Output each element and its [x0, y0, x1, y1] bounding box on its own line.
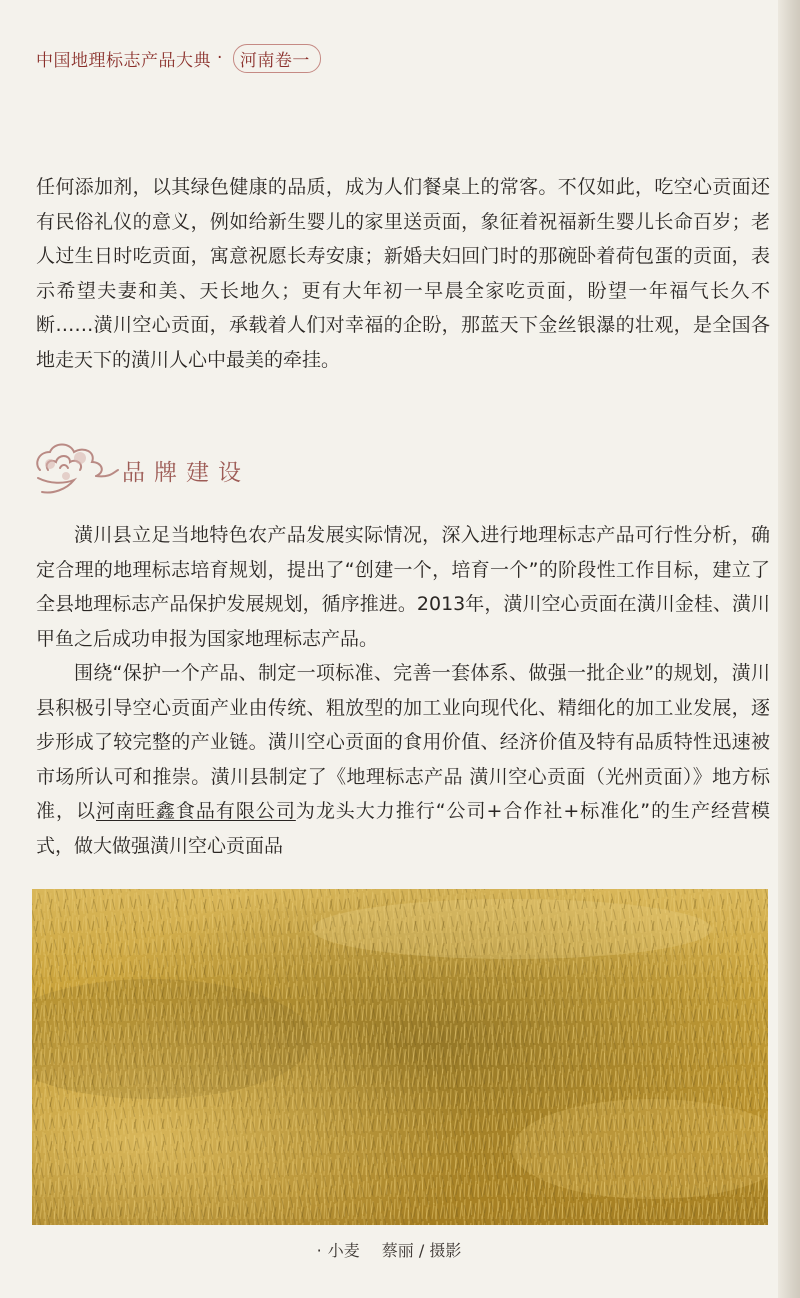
caption-bullet: ·	[316, 1241, 322, 1260]
section-heading	[30, 434, 290, 500]
paragraph-brand-development	[36, 656, 770, 863]
book-title: 中国地理标志产品大典	[36, 50, 211, 71]
section-title: 品牌建设	[122, 460, 250, 486]
volume-label: 河南卷一	[233, 44, 321, 73]
caption-slash: /	[418, 1241, 425, 1260]
cloud-ornament-icon	[30, 434, 120, 500]
running-header	[36, 44, 321, 72]
wheat-field-photo	[32, 889, 768, 1225]
paragraph-text-after-link: 为龙头大力推行“公司+合作社+标准化”的生产经营模式，做大做强潢川空心贡面品	[36, 800, 770, 857]
intro-paragraph-block	[36, 170, 770, 377]
brand-paragraph-block	[36, 518, 770, 863]
wheat-field-image	[32, 889, 768, 1225]
paragraph-text-before-link: 围绕“保护一个产品、制定一项标准、完善一套体系、做强一批企业”的规划，潢川县积极引导空心贡面产业由传统、粗放型的加工业向现代化、精细化的加工业发展，逐步形成了较完整的产业链。潢川空心贡面的食用价值、经济价值及特有品质特性迅速被市场所认可和推崇。潢川县制定了《地理标志产品 潢川空心贡面（光州贡面）》地方标准，以	[36, 662, 770, 822]
photo-caption	[0, 1238, 778, 1261]
caption-credit: 摄影	[429, 1241, 462, 1260]
company-link[interactable]: 河南旺鑫食品有限公司	[95, 800, 296, 822]
caption-subject: 小麦	[327, 1241, 360, 1260]
caption-photographer: 蔡丽	[381, 1241, 414, 1260]
paragraph-continued: 任何添加剂，以其绿色健康的品质，成为人们餐桌上的常客。不仅如此，吃空心贡面还有民俗礼仪的意义，例如给新生婴儿的家里送贡面，象征着祝福新生婴儿长命百岁；老人过生日时吃贡面，寓意祝愿长寿安康；新婚夫妇回门时的那碗卧着荷包蛋的贡面，表示希望夫妻和美、天长地久；更有大年初一早晨全家吃贡面，盼望一年福气长久不断……潢川空心贡面，承载着人们对幸福的企盼，那蓝天下金丝银瀑的壮观，是全国各地走天下的潢川人心中最美的牵挂。	[36, 176, 770, 371]
paragraph-brand-intro: 潢川县立足当地特色农产品发展实际情况，深入进行地理标志产品可行性分析，确定合理的地理标志培育规划，提出了“创建一个，培育一个”的阶段性工作目标，建立了全县地理标志产品保护发展规划，循序推进。2013年，潢川空心贡面在潢川金桂、潢川甲鱼之后成功申报为国家地理标志产品。	[36, 524, 770, 650]
header-separator: ·	[217, 48, 223, 68]
page-binding-edge	[778, 0, 800, 1298]
